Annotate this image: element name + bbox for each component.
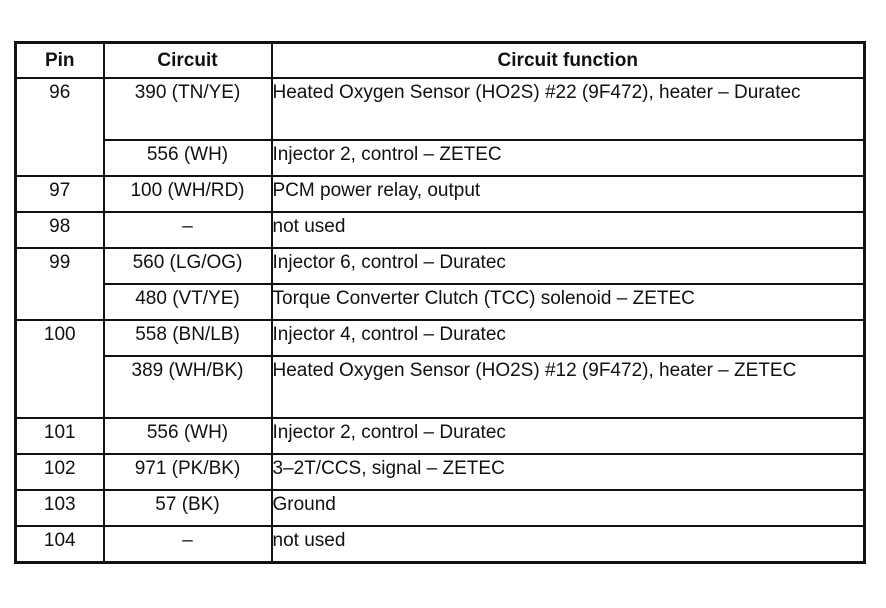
pin-cell: 102	[16, 454, 104, 490]
circuit-cell: 57 (BK)	[104, 490, 272, 526]
function-cell: Injector 2, control – Duratec	[272, 418, 865, 454]
pin-cell: 97	[16, 176, 104, 212]
pin-cell: 98	[16, 212, 104, 248]
pin-cell: 100	[16, 320, 104, 418]
function-cell: Heated Oxygen Sensor (HO2S) #12 (9F472), heater – ZETEC	[272, 356, 865, 418]
circuit-cell: 558 (BN/LB)	[104, 320, 272, 356]
pin-cell: 101	[16, 418, 104, 454]
circuit-cell: –	[104, 526, 272, 563]
header-circuit: Circuit	[104, 43, 272, 79]
pin-cell: 99	[16, 248, 104, 320]
table-row	[16, 418, 865, 454]
circuit-cell: 556 (WH)	[104, 140, 272, 176]
circuit-cell: 389 (WH/BK)	[104, 356, 272, 418]
circuit-cell: 480 (VT/YE)	[104, 284, 272, 320]
pin-cell: 104	[16, 526, 104, 563]
pin-circuit-table	[14, 41, 866, 564]
circuit-cell: 390 (TN/YE)	[104, 78, 272, 140]
table-header-row	[16, 43, 865, 79]
table-row	[16, 454, 865, 490]
function-cell: Injector 6, control – Duratec	[272, 248, 865, 284]
table-row	[16, 140, 865, 176]
function-cell: Injector 2, control – ZETEC	[272, 140, 865, 176]
table-row	[16, 320, 865, 356]
table-row	[16, 356, 865, 418]
function-cell: 3–2T/CCS, signal – ZETEC	[272, 454, 865, 490]
function-cell: Heated Oxygen Sensor (HO2S) #22 (9F472), heater – Duratec	[272, 78, 865, 140]
circuit-cell: 560 (LG/OG)	[104, 248, 272, 284]
table-row	[16, 526, 865, 563]
header-pin: Pin	[16, 43, 104, 79]
table-row	[16, 490, 865, 526]
table-row	[16, 248, 865, 284]
circuit-cell: 100 (WH/RD)	[104, 176, 272, 212]
function-cell: PCM power relay, output	[272, 176, 865, 212]
table-row	[16, 284, 865, 320]
circuit-cell: 556 (WH)	[104, 418, 272, 454]
function-cell: Injector 4, control – Duratec	[272, 320, 865, 356]
circuit-cell: 971 (PK/BK)	[104, 454, 272, 490]
table-row	[16, 78, 865, 140]
table-row	[16, 176, 865, 212]
header-circuit-function: Circuit function	[272, 43, 865, 79]
pin-cell: 96	[16, 78, 104, 176]
function-cell: not used	[272, 526, 865, 563]
function-cell: Torque Converter Clutch (TCC) solenoid – ZETEC	[272, 284, 865, 320]
pin-cell: 103	[16, 490, 104, 526]
function-cell: not used	[272, 212, 865, 248]
function-cell: Ground	[272, 490, 865, 526]
circuit-cell: –	[104, 212, 272, 248]
table-row	[16, 212, 865, 248]
